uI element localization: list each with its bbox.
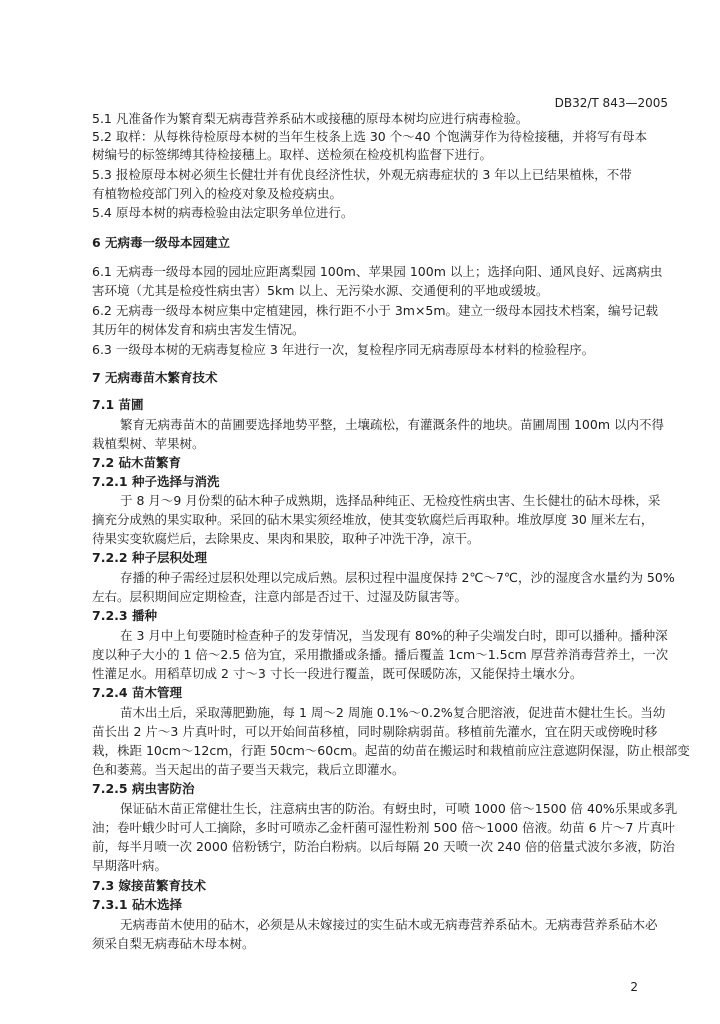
section-heading: 7 无病毒苗木繁育技术 bbox=[92, 370, 218, 385]
text-line: 色和萎蔫。当天起出的苗子要当天栽完，栽后立即灌水。 bbox=[92, 762, 405, 777]
text-line: 性灌足水。用稻草切成 2 寸～3 寸长一段进行覆盖，既可保暖防冻，又能保持土壤水分。 bbox=[92, 666, 583, 681]
text-line: 苗木出土后，采取薄肥勤施，每 1 周～2 周施 0.1%～0.2%复合肥溶液，促进苗木健壮生长。当幼 bbox=[120, 705, 666, 720]
text-line: 于 8 月～9 月份梨的砧木种子成熟期，选择品种纯正、无检疫性病虫害、生长健壮的砧木母株，采 bbox=[120, 493, 661, 508]
section-heading: 7.2.2 种子层积处理 bbox=[92, 550, 207, 565]
text-line: 无病毒苗木使用的砧木，必须是从未嫁接过的实生砧木或无病毒营养系砧木。无病毒营养系砧木必 bbox=[120, 917, 658, 932]
text-line: 栽植梨树、苹果树。 bbox=[92, 436, 205, 451]
text-line: 存播的种子需经过层积处理以完成后熟。层积过程中温度保持 2℃～7℃，沙的湿度含水量约为 50% bbox=[120, 570, 675, 585]
text-line: 5.3 报检原母本树必须生长健壮并有优良经济性状，外观无病毒症状的 3 年以上已结果植株，不带 bbox=[92, 167, 632, 182]
text-line: 5.4 原母本树的病毒检验由法定职务单位进行。 bbox=[92, 205, 354, 220]
section-heading: 7.3 嫁接苗繁育技术 bbox=[92, 878, 206, 893]
text-line: 树编号的标签绑缚其待检接穗上。取样、送检须在检疫机构监督下进行。 bbox=[92, 147, 493, 162]
text-line: 须采自梨无病毒砧木母本树。 bbox=[92, 936, 255, 951]
text-line: 栽，株距 10cm～12cm，行距 50cm～60cm。起苗的幼苗在搬运时和栽植前应注意遮阴保湿，防止根部变 bbox=[92, 743, 690, 758]
text-line: 保证砧木苗正常健壮生长，注意病虫害的防治。有蚜虫时，可喷 1000 倍～1500 倍 40%乐果或多乳 bbox=[120, 801, 678, 816]
text-line: 其历年的树体发育和病虫害发生情况。 bbox=[92, 322, 305, 337]
section-heading: 6 无病毒一级母本园建立 bbox=[92, 235, 231, 250]
text-line: 苗长出 2 片～3 片真叶时，可以开始间苗移植，同时剔除病弱苗。移植前先灌水，宜在阴天或傍晚时移 bbox=[92, 724, 658, 739]
text-line: 在 3 月中上旬要随时检查种子的发芽情况，当发现有 80%的种子尖端发白时，即可以播种。播种深 bbox=[120, 628, 668, 643]
page-number: 2 bbox=[630, 980, 638, 994]
text-line: 6.3 一级母本树的无病毒复检应 3 年进行一次，复检程序同无病毒原母本材料的检验程序。 bbox=[92, 342, 595, 357]
section-heading: 7.3.1 砧木选择 bbox=[92, 897, 182, 912]
section-heading: 7.2.4 苗木管理 bbox=[92, 685, 182, 700]
text-line: 左右。层积期间应定期检查，注意内部是否过干、过湿及防鼠害等。 bbox=[92, 589, 468, 604]
text-line: 繁育无病毒苗木的苗圃要选择地势平整，土壤疏松，有灌溉条件的地块。苗圃周围 100m 以内不得 bbox=[120, 417, 664, 432]
section-heading: 7.2.5 病虫害防治 bbox=[92, 781, 195, 796]
text-line: 摘充分成熟的果实取种。采回的砧木果实须经堆放，使其变软腐烂后再取种。堆放厚度 30 厘米左右， bbox=[92, 512, 654, 527]
text-line: 前，每半月喷一次 2000 倍粉锈宁，防治白粉病。以后每隔 20 天喷一次 240 倍的倍量式波尔多液，防治 bbox=[92, 839, 675, 854]
section-heading: 7.1 苗圃 bbox=[92, 397, 144, 412]
text-line: 度以种子大小的 1 倍～2.5 倍为宜，采用撒播或条播。播后覆盖 1cm～1.5cm 厚营养消毒营养土，一次 bbox=[92, 647, 669, 662]
text-line: 油；卷叶蛾少时可人工摘除，多时可喷赤乙金杆菌可湿性粉剂 500 倍～1000 倍液。幼苗 6 片～7 片真叶 bbox=[92, 820, 675, 835]
text-line: 待果实变软腐烂后，去除果皮、果肉和果胶，取种子冲洗干净，凉干。 bbox=[92, 531, 480, 546]
text-line: 有植物检疫部门列入的检疫对象及检疫病虫。 bbox=[92, 186, 343, 201]
section-heading: 7.2.3 播种 bbox=[92, 608, 157, 623]
text-line: 早期落叶病。 bbox=[92, 858, 168, 873]
text-line: 5.1 凡准备作为繁育梨无病毒营养系砧木或接穗的原母本树均应进行病毒检验。 bbox=[92, 111, 529, 126]
text-line: 害环境（尤其是检疫性病虫害）5km 以上、无污染水源、交通便利的平地或缓坡。 bbox=[92, 283, 549, 298]
text-line: 5.2 取样：从每株待检原母本树的当年生枝条上选 30 个～40 个饱满芽作为待检接穗，并将写有母本 bbox=[92, 129, 648, 144]
document-id: DB32/T 843—2005 bbox=[554, 96, 668, 110]
text-line: 6.1 无病毒一级母本园的园址应距离梨园 100m、苹果园 100m 以上；选择向阳、通风良好、远离病虫 bbox=[92, 264, 663, 279]
section-heading: 7.2 砧木苗繁育 bbox=[92, 455, 181, 470]
section-heading: 7.2.1 种子选择与消洗 bbox=[92, 474, 220, 489]
text-line: 6.2 无病毒一级母本树应集中定植建园，株行距不小于 3m×5m。建立一级母本园技术档案，编号记载 bbox=[92, 303, 659, 318]
